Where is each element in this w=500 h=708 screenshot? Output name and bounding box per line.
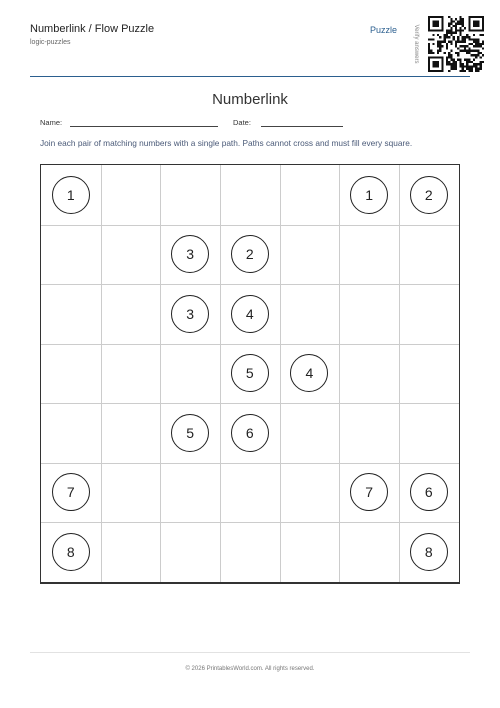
endpoint-3[interactable]: 3 [171, 295, 209, 333]
page-header-subtitle: logic-puzzles [30, 39, 71, 46]
endpoint-5[interactable]: 5 [171, 414, 209, 452]
endpoint-2[interactable]: 2 [231, 235, 269, 273]
grid-line-horizontal [41, 284, 459, 285]
grid-line-horizontal [41, 463, 459, 464]
puzzle-title: Numberlink [212, 91, 288, 108]
footer-divider [30, 652, 470, 653]
endpoint-5[interactable]: 5 [231, 354, 269, 392]
grid-line-vertical [220, 165, 221, 582]
grid-line-horizontal [41, 344, 459, 345]
page-header-title: Numberlink / Flow Puzzle [30, 23, 155, 35]
endpoint-1[interactable]: 1 [52, 176, 90, 214]
category-label: Puzzle [370, 25, 398, 35]
endpoint-1[interactable]: 1 [350, 176, 388, 214]
grid-line-vertical [101, 165, 102, 582]
endpoint-7[interactable]: 7 [350, 473, 388, 511]
endpoint-3[interactable]: 3 [171, 235, 209, 273]
grid-line-horizontal [41, 225, 459, 226]
grid-line-horizontal [41, 403, 459, 404]
grid-line-vertical [339, 165, 340, 582]
verify-answers-label [409, 18, 423, 70]
grid-line-vertical [280, 165, 281, 582]
date-field[interactable] [261, 126, 343, 127]
endpoint-6[interactable]: 6 [231, 414, 269, 452]
footer-copyright: © 2026 PrintablesWorld.com. All rights reserved. [185, 666, 315, 672]
endpoint-2[interactable]: 2 [410, 176, 448, 214]
grid-line-horizontal [41, 522, 459, 523]
endpoint-8[interactable]: 8 [410, 533, 448, 571]
header-divider [30, 76, 470, 77]
verify-answers-text: Verify answers [413, 24, 419, 64]
endpoint-7[interactable]: 7 [52, 473, 90, 511]
qr-code-icon [428, 16, 484, 72]
puzzle-grid[interactable] [40, 164, 460, 584]
name-label: Name: [40, 118, 63, 127]
endpoint-6[interactable]: 6 [410, 473, 448, 511]
grid-line-vertical [399, 165, 400, 582]
endpoint-8[interactable]: 8 [52, 533, 90, 571]
instructions-text: Join each pair of matching numbers with a single path. Paths cannot cross and must fill every square. [40, 138, 413, 148]
endpoint-4[interactable]: 4 [231, 295, 269, 333]
grid-line-vertical [160, 165, 161, 582]
date-label: Date: [233, 118, 251, 127]
endpoint-4[interactable]: 4 [290, 354, 328, 392]
name-field[interactable] [70, 126, 218, 127]
